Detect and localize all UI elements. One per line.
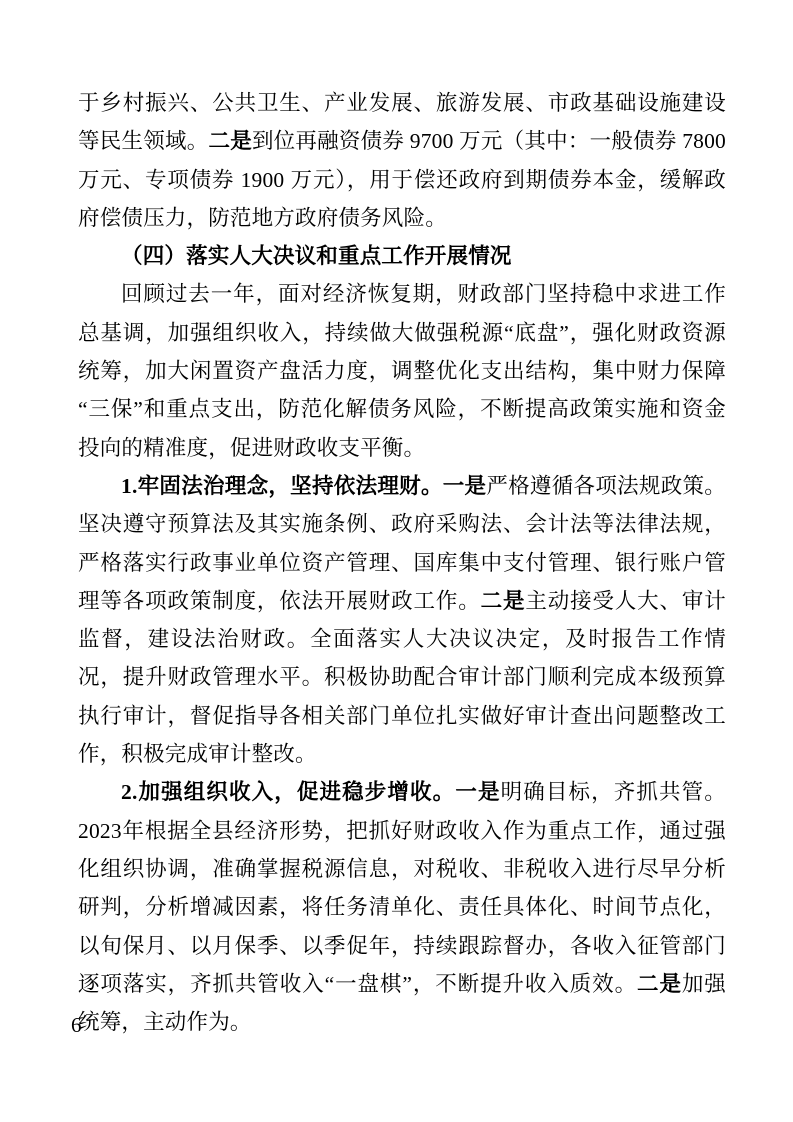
paragraph — [78, 275, 726, 466]
text-run: 主动接受人大、审计监督，建设法治财政。全面落实人大决议决定，及时报告工作情况，提升财政管理水平。积极协助配合审计部门顺利完成本级预算执行审计，督促指导各相关部门单位扎实做好审计查出问题整改工作，积极完成审计整改。 — [78, 588, 726, 767]
document-body — [78, 84, 726, 1041]
paragraph — [78, 467, 726, 773]
bold-text-run: 二是 — [637, 971, 682, 996]
bold-text-run: 1.牢固法治理念，坚持依法理财。一是 — [121, 473, 487, 498]
text-run: 明确目标，齐抓共管。2023年根据全县经济形势，把抓好财政收入作为重点工作，通过强化组织协调，准确掌握税源信息，对税收、非税收入进行尽早分析研判，分析增减因素，将任务清单化、责任具体化、时间节点化，以旬保月、以月保季、以季促年，持续跟踪督办，各收入征管部门逐项落实，齐抓共管收入“一盘棋”，不断提升收入质效。 — [78, 780, 726, 996]
text-run: 到位再融资债券 9700 万元（其中：一般债券 7800 万元、专项债券 1900 万元），用于偿还政府到期债券本金，缓解政府偿债压力，防范地方政府债务风险。 — [78, 129, 726, 230]
text-run: 回顾过去一年，面对经济恢复期，财政部门坚持稳中求进工作总基调，加强组织收入，持续做大做强税源“底盘”，强化财政资源统筹，加大闲置资产盘活力度，调整优化支出结构，集中财力保障“三保”和重点支出，防范化解债务风险，不断提高政策实施和资金投向的精准度，促进财政收支平衡。 — [78, 282, 726, 460]
page-number: 6 — [71, 1013, 82, 1037]
text-run: 于乡村振兴、公共卫生、产业发展、旅游发展、市政基础设施建设等民生领域。 — [78, 91, 726, 154]
bold-text-run: 二是 — [480, 588, 526, 613]
paragraph — [78, 773, 726, 1041]
text-run: 加强统筹，主动作为。 — [78, 971, 726, 1035]
bold-text-run: 2.加强组织收入，促进稳步增收。一是 — [121, 780, 501, 805]
bold-text-run: 二是 — [208, 129, 252, 154]
section-heading — [78, 237, 726, 275]
paragraph — [78, 84, 726, 237]
bold-text-run: （四）落实人大决议和重点工作开展情况 — [121, 244, 512, 269]
text-run: 严格遵循各项法规政策。坚决遵守预算法及其实施条例、政府采购法、会计法等法律法规，严格落实行政事业单位资产管理、国库集中支付管理、银行账户管理等各项政策制度，依法开展财政工作。 — [78, 473, 726, 613]
